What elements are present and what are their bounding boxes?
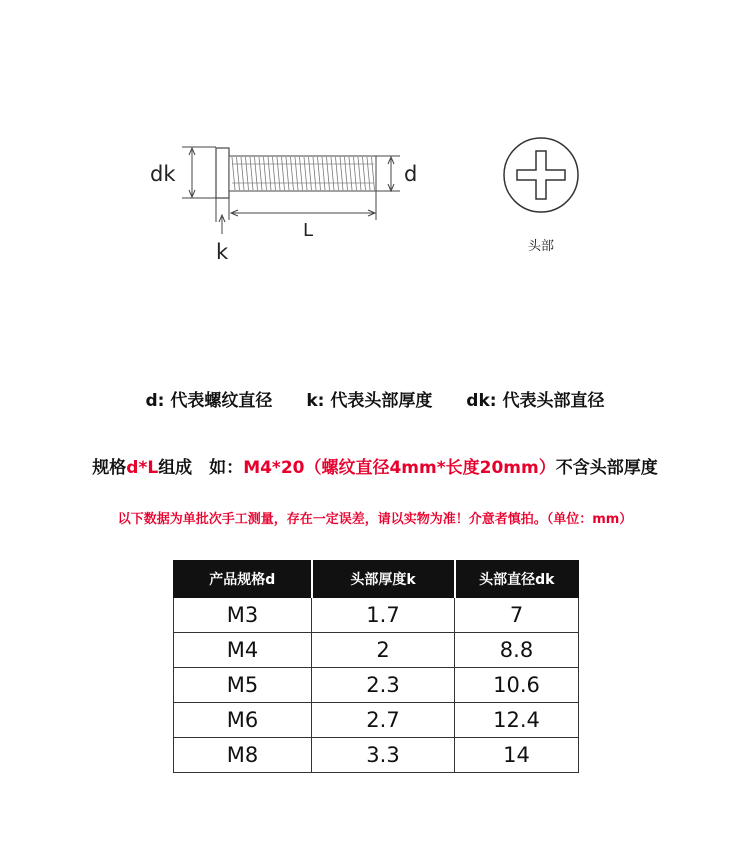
table-row (174, 633, 579, 668)
screw-head (216, 148, 229, 198)
spec-suffix: 组成 如： (158, 458, 244, 478)
table-row (174, 738, 579, 773)
screw-diagram (0, 0, 750, 300)
spec-line (0, 453, 750, 478)
cell-dk: 12.4 (455, 703, 579, 738)
cell-spec: M3 (174, 598, 312, 633)
cell-dk: 14 (455, 738, 579, 773)
legend-dk: dk: 代表头部直径 (466, 391, 605, 411)
legend-d: d: 代表螺纹直径 (145, 391, 273, 411)
table-header-row (174, 561, 579, 598)
k-dimension (216, 198, 225, 234)
cell-k: 3.3 (312, 738, 455, 773)
cell-spec: M8 (174, 738, 312, 773)
spec-tail: 不含头部厚度 (555, 458, 658, 478)
cell-k: 2.3 (312, 668, 455, 703)
legend-k: k: 代表头部厚度 (306, 391, 433, 411)
label-k: k (216, 240, 229, 264)
d-dimension (376, 156, 400, 191)
cell-spec: M4 (174, 633, 312, 668)
measurement-notice: 以下数据为单批次手工测量，存在一定误差，请以实物为准！介意者慎拍。（单位：mm） (117, 512, 633, 527)
legend-line (0, 386, 750, 411)
label-dk: dk (150, 162, 176, 186)
label-d: d (404, 162, 418, 186)
cell-dk: 8.8 (455, 633, 579, 668)
header-spec-d: 产品规格d (174, 561, 312, 598)
dk-dimension (182, 147, 216, 198)
head-caption: 头部 (527, 239, 555, 254)
cell-k: 1.7 (312, 598, 455, 633)
table-row (174, 668, 579, 703)
screw-thread (229, 156, 376, 191)
cell-k: 2.7 (312, 703, 455, 738)
label-L: L (303, 220, 314, 241)
cell-dk: 10.6 (455, 668, 579, 703)
cell-spec: M6 (174, 703, 312, 738)
spec-example: M4*20（螺纹直径4mm*长度20mm） (243, 458, 556, 478)
table-row (174, 703, 579, 738)
cell-dk: 7 (455, 598, 579, 633)
header-head-thickness: 头部厚度k (312, 561, 455, 598)
cell-spec: M5 (174, 668, 312, 703)
table-row (174, 598, 579, 633)
cell-k: 2 (312, 633, 455, 668)
spec-formula: d*L (126, 458, 159, 478)
header-head-diameter: 头部直径dk (455, 561, 579, 598)
spec-prefix: 规格 (92, 458, 127, 478)
L-dimension (229, 191, 376, 220)
phillips-head-icon (504, 138, 578, 212)
spec-table (173, 560, 579, 773)
